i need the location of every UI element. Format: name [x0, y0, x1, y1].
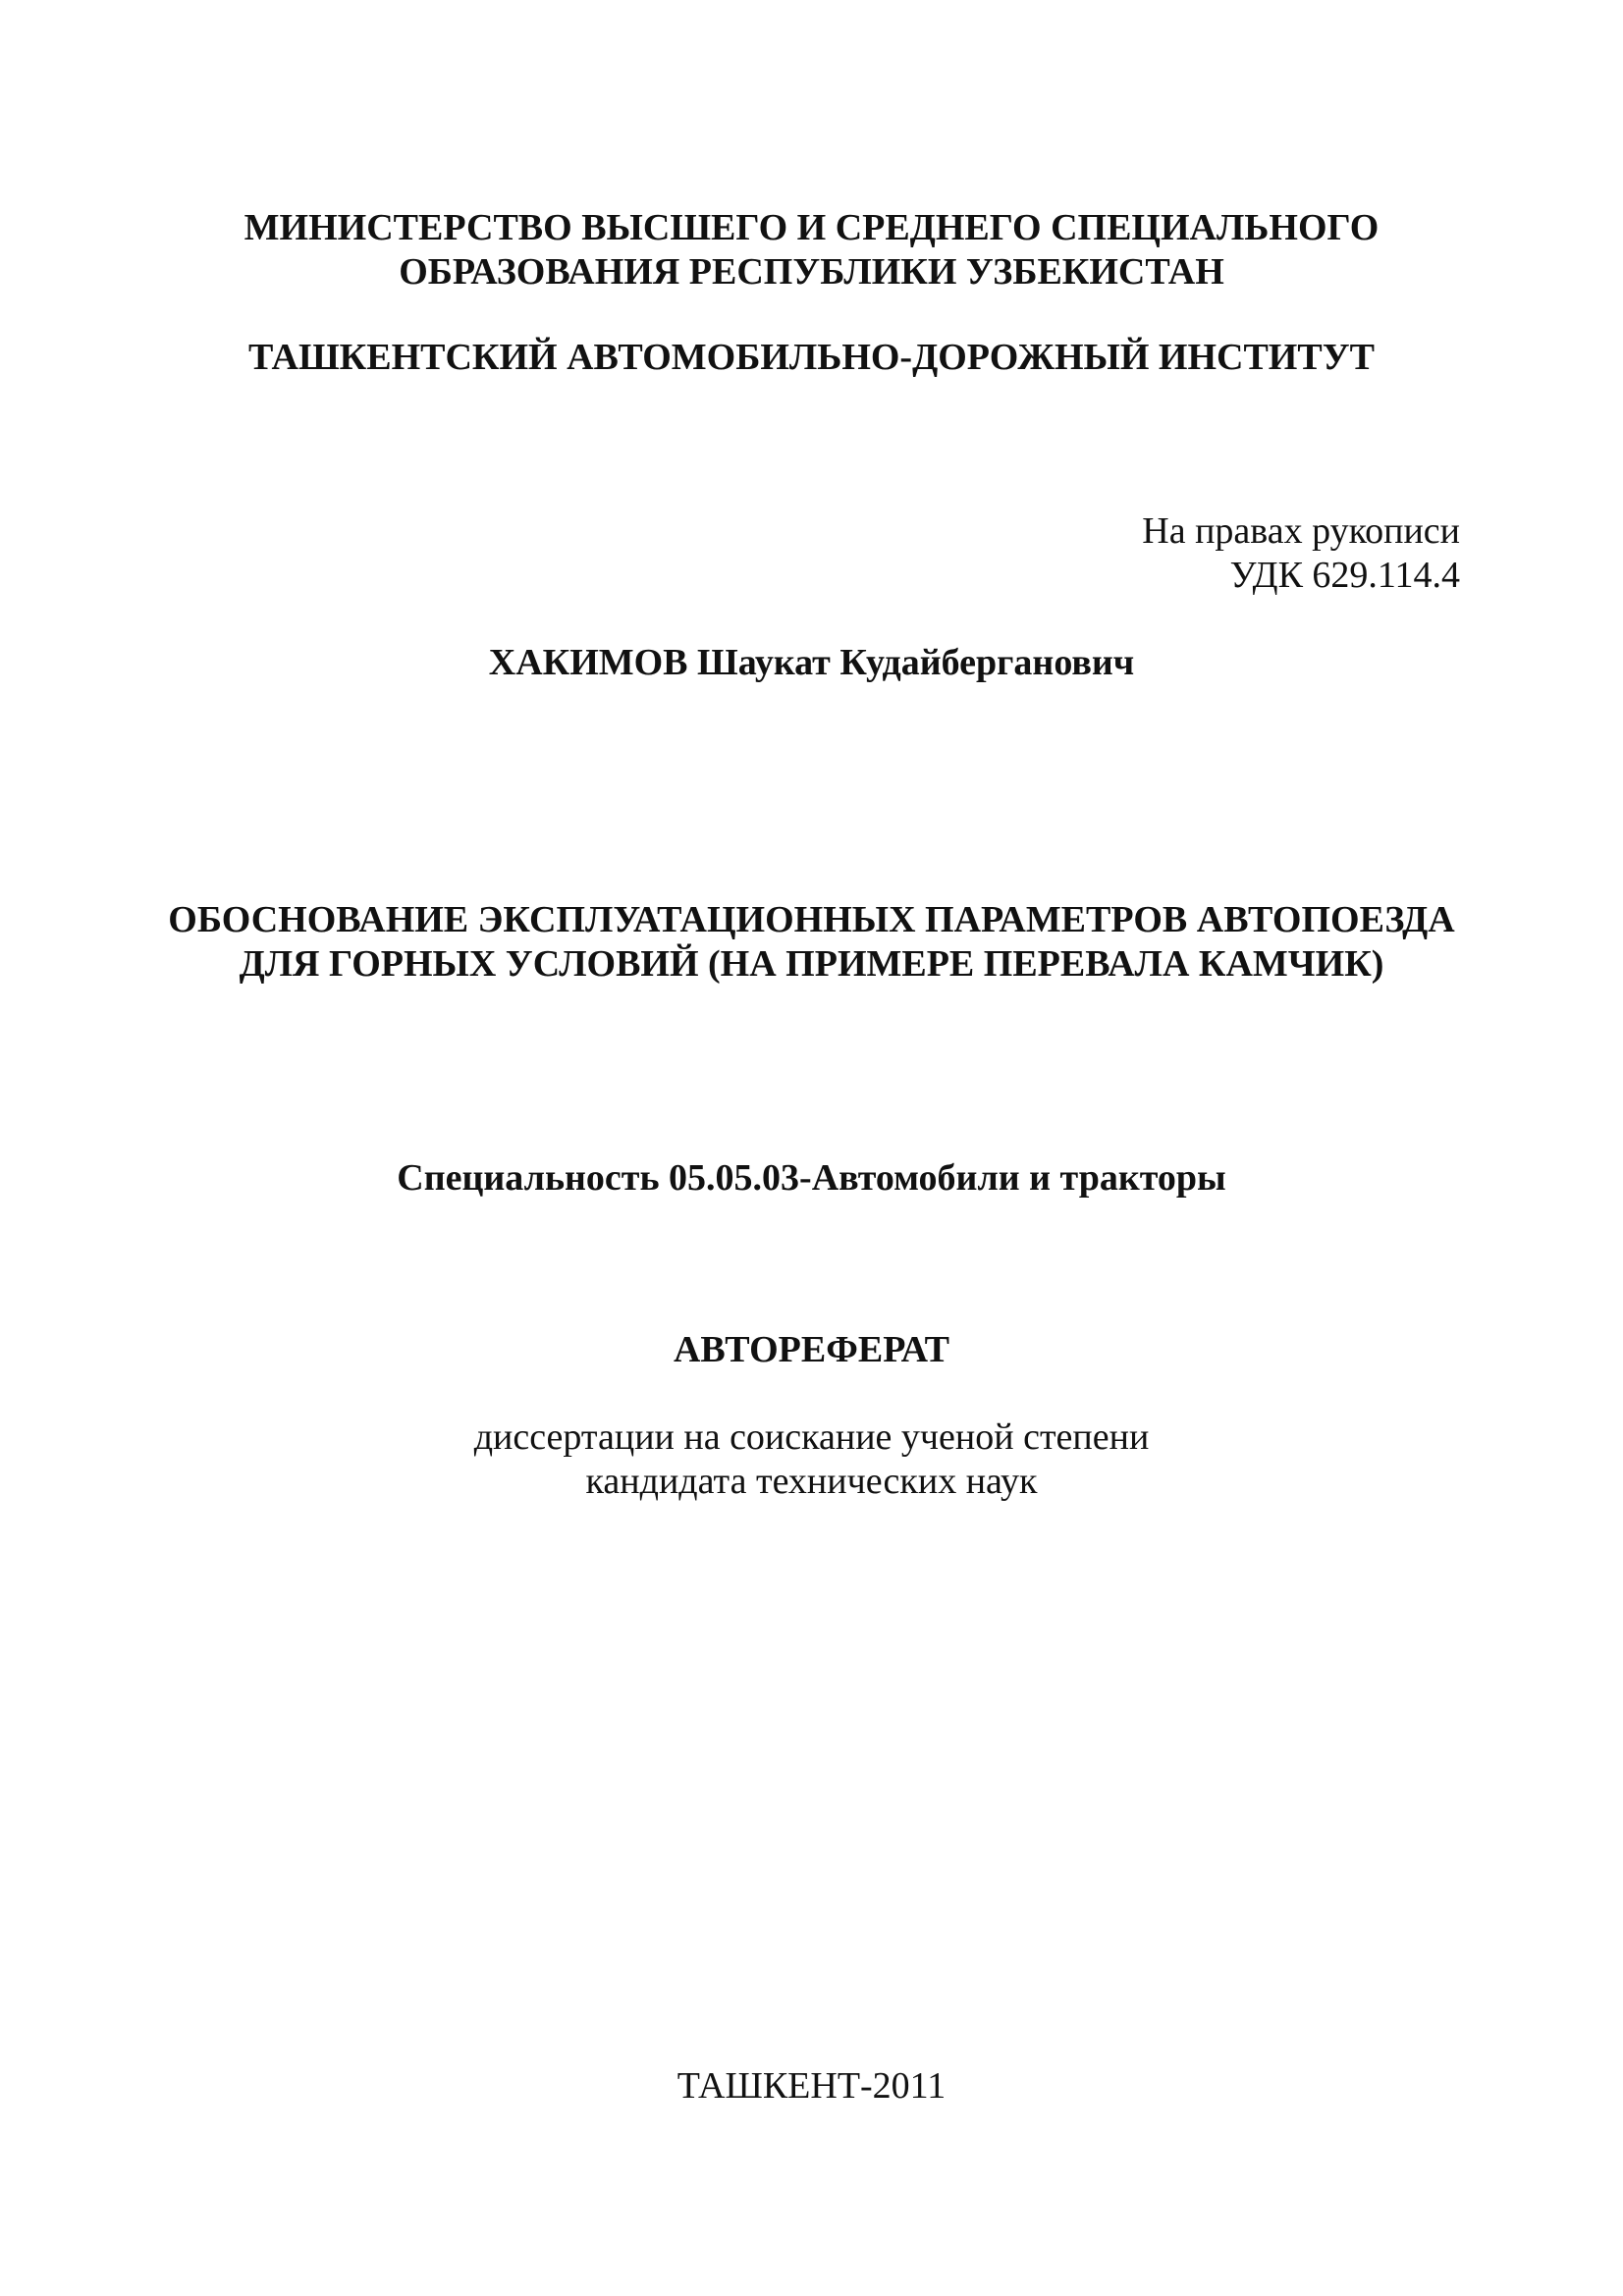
degree-line-1: диссертации на соискание ученой степени [473, 1416, 1150, 1458]
institute-name: ТАШКЕНТСКИЙ АВТОМОБИЛЬНО-ДОРОЖНЫЙ ИНСТИТУТ [248, 337, 1375, 378]
city-year: ТАШКЕНТ-2011 [676, 2065, 947, 2107]
ministry-line-2: ОБРАЗОВАНИЯ РЕСПУБЛИКИ УЗБЕКИСТАН [399, 251, 1224, 293]
rights-note: На правах рукописи [1142, 510, 1460, 552]
title-line-2: ДЛЯ ГОРНЫХ УСЛОВИЙ (НА ПРИМЕРЕ ПЕРЕВАЛА КАМЧИК) [239, 943, 1384, 985]
degree-line-2: кандидата технических наук [585, 1461, 1038, 1502]
udc-code: УДК 629.114.4 [1229, 555, 1460, 596]
title-line-1: ОБОСНОВАНИЕ ЭКСПЛУАТАЦИОННЫХ ПАРАМЕТРОВ АВТОПОЕЗДА [168, 899, 1455, 940]
ministry-line-1: МИНИСТЕРСТВО ВЫСШЕГО И СРЕДНЕГО СПЕЦИАЛЬНОГО [243, 207, 1380, 248]
specialty: Специальность 05.05.03-Автомобили и тракторы [397, 1157, 1226, 1199]
author-name: ХАКИМОВ Шаукат Кудайберганович [488, 642, 1135, 683]
document-type: АВТОРЕФЕРАТ [673, 1329, 950, 1370]
